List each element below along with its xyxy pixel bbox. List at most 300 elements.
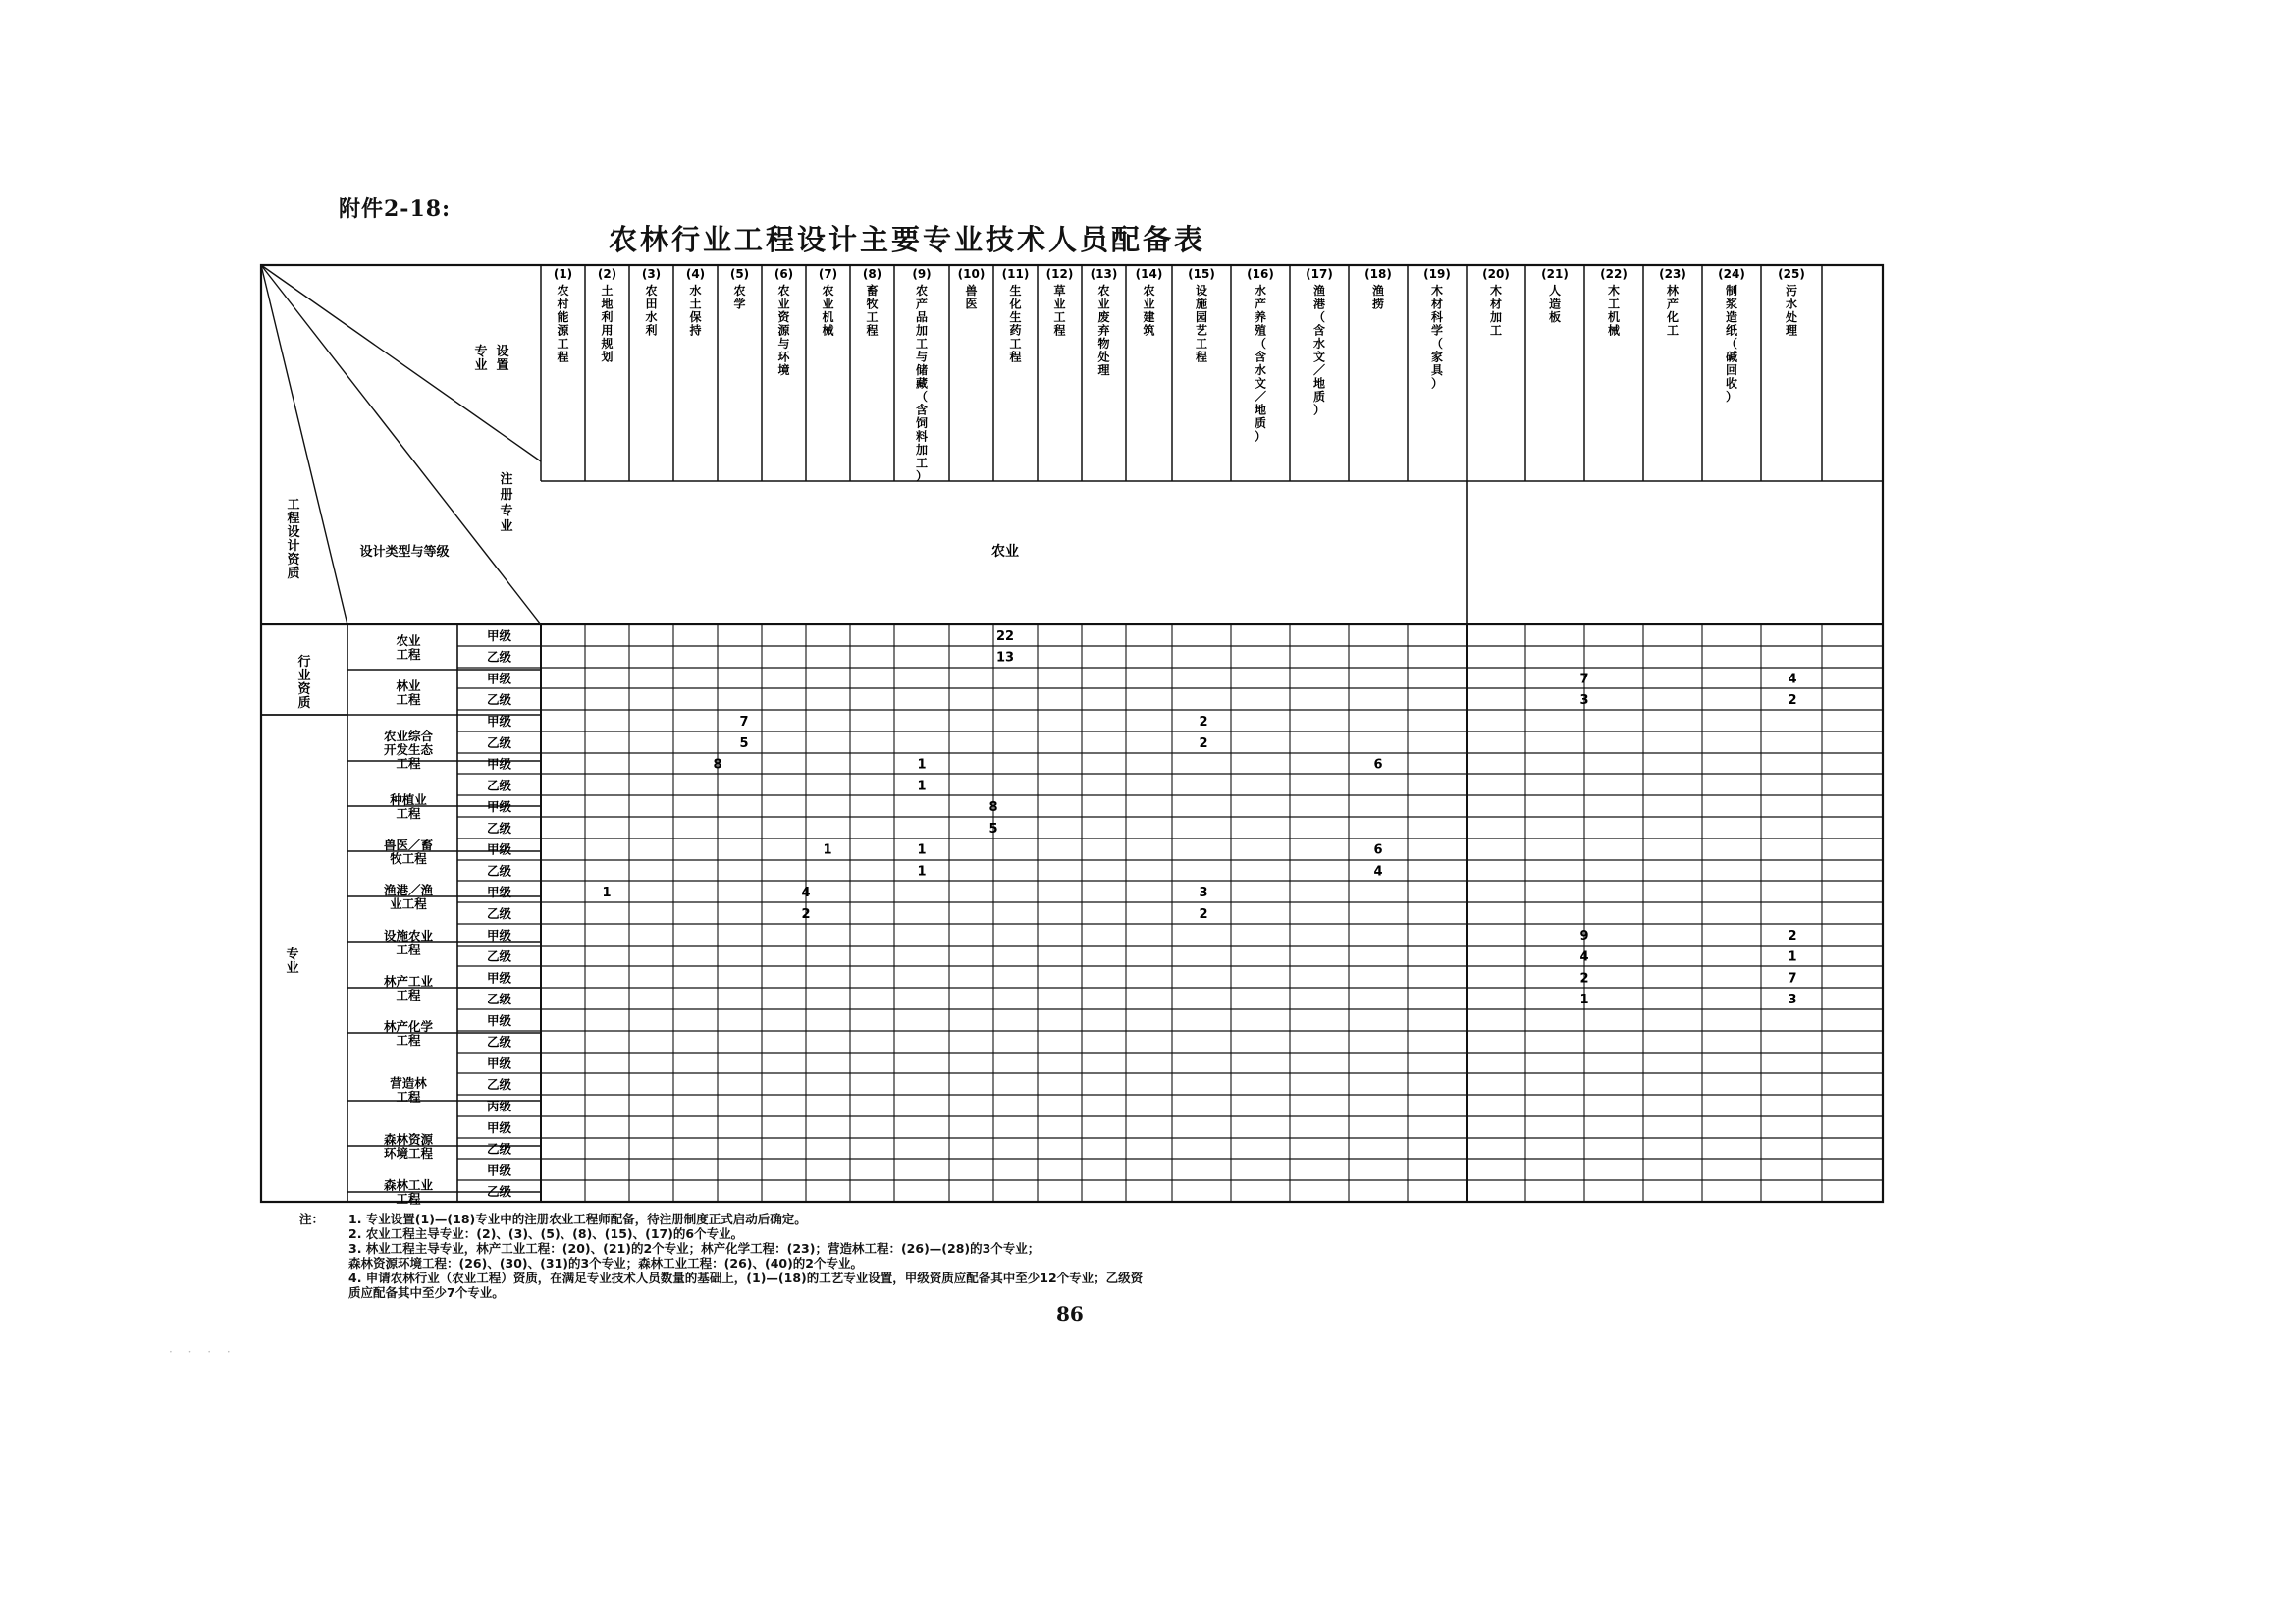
corner-registered-specialty-char: 注 [500,472,513,487]
column-name-char: 业 [1143,297,1155,311]
column-name-char: 田 [645,297,658,311]
column-name-char: 品 [915,310,929,324]
grade-label: 乙级 [486,692,512,708]
corner-registered-specialty [500,471,512,534]
column-name [1255,283,1266,444]
grade-label: 甲级 [486,627,512,643]
column-name [1430,283,1444,391]
engineering-type-line: 林业 [396,678,421,693]
column-name [1608,283,1621,338]
column-name-char: 畜 [866,284,879,298]
column-name [1549,284,1561,324]
engineering-type-line: 林产工业 [383,974,434,989]
column-name-char: 捞 [1371,297,1385,311]
engineering-type-label [384,729,434,771]
column-name-char: 业 [822,297,834,311]
column-number: (13) [1090,267,1118,281]
engineering-type-label [396,678,421,707]
note-line: 森林资源环境工程：(26)、(30)、(31)的3个专业；森林工业工程：(26)、(40)的2个专业。 [348,1256,864,1271]
column-number: (25) [1778,267,1805,281]
column-name [600,283,613,364]
cell-value: 4 [1373,864,1383,880]
corner-registered-specialty-char: 专 [500,504,513,518]
column-name-char: ） [915,469,929,483]
engineering-type-line: 牧工程 [390,851,427,866]
grade-label: 乙级 [486,734,512,750]
qualification-group-label [286,947,298,976]
cell-value: 2 [1579,971,1589,987]
grade-label: 乙级 [486,778,512,793]
column-name-char: 藏 [915,376,929,391]
column-name-char: （ [1312,310,1326,324]
column-name-char: 理 [1097,363,1110,377]
column-name-char: 能 [557,310,569,324]
column-name-char: （ [915,390,929,404]
engineering-type-line: 设施农业 [383,928,434,944]
column-name-char: 工 [1607,297,1621,311]
engineering-type-line: 营造林 [390,1075,427,1091]
column-name-char: 化 [1009,297,1022,311]
column-number: (17) [1306,267,1333,281]
engineering-type-label [390,1076,427,1105]
column-number: (8) [862,267,882,281]
notes-label: 注： [299,1212,325,1226]
qualification-group-label-char: 行 [297,655,311,670]
column-name-char: 建 [1143,310,1155,324]
column-name-char: ） [1254,429,1267,444]
engineering-type-line: 环境工程 [383,1146,434,1161]
cell-value: 3 [1199,886,1208,901]
column-name-char: 源 [777,323,790,338]
corner-qualification-char: 资 [287,553,300,568]
engineering-type-line: 工程 [396,806,421,821]
column-number: (5) [729,267,750,281]
cell-value: 9 [1579,928,1589,944]
note-line: 质应配备其中至少7个专业。 [348,1285,505,1300]
cell-value: 7 [1579,672,1589,687]
column-name-char: 生 [1009,310,1022,324]
column-name-char: 文 [1312,350,1326,364]
cell-value: 2 [1199,735,1208,751]
engineering-type-line: 森林工业 [383,1177,434,1193]
column-number: (9) [912,267,932,281]
column-name-char: 地 [1254,403,1267,417]
cell-value: 1 [917,842,927,858]
column-name-char: 加 [1489,310,1503,324]
column-name-char: 农 [1097,284,1110,298]
scan-specks: · · · · [169,1345,237,1359]
column-name [1785,283,1798,338]
engineering-type-line: 开发生态 [383,742,434,757]
column-name-char: 处 [1785,310,1798,324]
column-name-char: 工 [1666,323,1680,338]
grade-label: 丙级 [486,1099,512,1113]
grade-label: 乙级 [486,1184,512,1200]
page-number: 86 [1056,1302,1084,1326]
column-number: (16) [1247,267,1274,281]
column-name-char: ／ [1254,390,1267,404]
column-number: (4) [685,267,706,281]
corner-qualification-char: 工 [287,498,300,513]
column-name-char: 地 [1312,376,1326,391]
column-name-char: （ [1725,337,1738,351]
column-name-char: 港 [1312,297,1326,311]
column-name-char: 工 [1053,310,1066,324]
cell-value: 22 [995,628,1015,644]
column-name-char: 程 [1195,350,1208,364]
corner-qualification-char: 设 [287,525,300,540]
column-name-char: 村 [557,297,569,311]
column-name-char: 筑 [1143,323,1155,338]
grade-label: 甲级 [486,1056,512,1071]
column-name-char: 处 [1097,350,1110,364]
note-line: 1. 专业设置(1)—(18)专业中的注册农业工程师配备，待注册制度正式启动后确定。 [348,1212,807,1226]
column-name-char: 工 [915,337,929,351]
cell-value: 6 [1373,842,1383,858]
column-name-char: 用 [601,323,614,338]
cell-value: 7 [1788,971,1797,987]
qualification-group-label-char: 资 [297,682,311,697]
column-name-char: 学 [733,297,746,311]
column-name-char: 纸 [1725,323,1738,338]
engineering-type-label [384,838,434,866]
column-name-char: 水 [1254,284,1267,298]
column-name-char: 土 [601,284,614,298]
cell-value: 2 [1199,715,1208,730]
engineering-type-label [384,1019,434,1048]
column-number: (18) [1364,267,1392,281]
column-name-char: 质 [1312,390,1326,404]
column-name [1489,283,1502,338]
qualification-group-label-char: 质 [297,696,311,711]
engineering-type-label [383,883,434,911]
column-name [965,283,977,311]
corner-qualification-char: 计 [287,539,300,554]
column-name-char: 化 [1666,310,1680,324]
column-name-char: 业 [777,297,790,311]
engineering-type-line: 工程 [396,1191,421,1207]
column-number: (12) [1045,267,1074,281]
cell-value: 2 [1199,907,1208,922]
corner-specialty-setting-char: 设 [496,345,509,359]
engineering-type-label [384,1132,434,1161]
grade-label: 甲级 [486,970,512,986]
column-name-char: ） [1312,403,1326,417]
column-name-char: 药 [1009,323,1022,338]
column-number: (14) [1135,267,1163,281]
column-name-char: 程 [1053,323,1066,338]
column-name-char: 工 [1489,323,1503,338]
engineering-type-line: 工程 [396,942,421,957]
column-name-char: 土 [689,297,702,311]
column-name-char: 工 [1195,337,1208,351]
column-number: (3) [641,267,662,281]
engineering-type-line: 渔港／渔 [383,883,434,897]
grade-label: 乙级 [486,820,512,836]
column-name-char: 医 [965,297,978,311]
column-name-char: 农 [777,284,790,298]
column-number: (10) [957,267,986,281]
column-name-char: 回 [1725,363,1738,377]
column-number: (19) [1423,267,1451,281]
column-name-char: 碱 [1725,350,1738,364]
cell-value: 1 [1788,949,1797,965]
column-name-char: 境 [777,363,790,377]
cell-value: 5 [988,821,998,837]
grade-label: 甲级 [486,885,512,900]
grade-label: 乙级 [486,992,512,1007]
column-name [866,283,878,338]
column-name-char: 利 [601,310,614,324]
column-name-char: 具 [1430,363,1444,377]
column-name-char: 理 [1785,323,1798,338]
engineering-type-line: 工程 [396,1033,421,1048]
cell-value: 8 [713,757,722,773]
column-name [1196,283,1207,364]
engineering-type-line: 工程 [396,647,421,662]
column-name-char: 程 [866,323,879,338]
column-name-char: 含 [1312,323,1326,338]
column-name-char: 水 [1785,297,1798,311]
grade-label: 乙级 [486,948,512,964]
corner-diagonal [261,265,347,624]
column-name-char: 料 [915,429,929,444]
column-number: (6) [774,267,794,281]
cell-value: 13 [995,650,1015,666]
column-name-char: 生 [1009,284,1022,298]
grade-label: 甲级 [486,927,512,943]
grade-label: 甲级 [486,799,512,815]
grade-label: 乙级 [486,1077,512,1093]
grade-label: 乙级 [486,649,512,665]
cell-value: 5 [739,735,749,751]
column-name-char: 储 [915,363,929,377]
column-name-char: 产 [915,297,929,311]
column-name-char: 利 [645,323,658,338]
column-name-char: 含 [915,403,929,417]
corner-registered-specialty-char: 册 [500,488,513,503]
column-name-char: 殖 [1254,323,1267,338]
column-name-char: 械 [1607,323,1621,338]
corner-qualification [287,498,300,581]
column-name-char: 源 [557,323,569,338]
cell-value: 7 [739,715,749,730]
column-name-char: 农 [915,284,929,298]
column-name-char: 浆 [1725,297,1738,311]
note-line: 2. 农业工程主导专业：(2)、(3)、(5)、(8)、(15)、(17)的6个专业。 [348,1226,744,1241]
column-name-char: 艺 [1195,323,1208,338]
column-name-char: 工 [866,310,879,324]
grade-label: 甲级 [486,671,512,686]
column-name-char: 加 [915,323,929,338]
column-name-char: 设 [1195,284,1208,298]
column-number: (7) [818,267,838,281]
column-name-char: 施 [1195,297,1208,311]
engineering-type-line: 兽医／畜 [383,838,434,852]
corner-qualification-char: 程 [287,512,300,526]
grade-label: 乙级 [486,1034,512,1050]
note-line: 3. 林业工程主导专业，林产工业工程：(20)、(21)的2个专业；林产化学工程：(23)；营造林工程：(26)—(28)的3个专业； [348,1241,1041,1256]
cell-value: 4 [801,886,811,901]
column-name [915,283,929,483]
column-name-char: 工 [915,456,929,470]
column-name-char: 地 [601,297,614,311]
column-name-char: 农 [1143,284,1155,298]
column-name [777,283,790,377]
column-number: (2) [597,267,617,281]
column-name-char: 文 [1254,376,1267,391]
grade-label: 乙级 [486,906,512,921]
note-line: 4. 申请农林行业（农业工程）资质，在满足专业技术人员数量的基础上，(1)—(18)的工艺专业设置，甲级资质应配备其中至少12个专业；乙级资 [348,1271,1144,1285]
grade-label: 甲级 [486,1163,512,1178]
registered-group-label: 农业 [991,544,1019,560]
cell-value: 1 [602,886,612,901]
column-name [688,283,701,338]
column-name-char: 与 [915,350,929,364]
engineering-type-line: 农业 [396,633,421,648]
column-name-char: 机 [1607,310,1621,324]
engineering-type-label [384,974,434,1002]
qualification-group-label-char: 业 [297,669,311,683]
column-name-char: 工 [1009,337,1022,351]
cell-value: 2 [1788,693,1797,709]
qualification-group-label-char: 业 [286,961,299,976]
engineering-type-line: 林产化学 [383,1019,434,1034]
column-number: (20) [1482,267,1510,281]
column-name-char: 保 [689,310,702,324]
column-name-char: 家 [1430,350,1444,364]
column-name-char: 弃 [1097,323,1110,338]
column-name-char: 械 [822,323,834,338]
corner-registered-specialty-char: 业 [500,519,513,534]
cell-value: 1 [917,757,927,773]
grade-label: 甲级 [486,714,512,729]
column-name [1312,283,1325,417]
column-name-char: （ [1254,337,1267,351]
column-name-char: 收 [1725,376,1738,391]
column-name-char: 划 [601,350,614,364]
column-name-char: 农 [557,284,569,298]
column-number: (21) [1541,267,1569,281]
column-number: (24) [1718,267,1745,281]
engineering-type-line: 业工程 [390,896,427,911]
column-number: (11) [1001,267,1030,281]
engineering-type-line: 工程 [396,692,421,707]
cell-value: 2 [1788,928,1797,944]
column-name-char: 材 [1489,297,1503,311]
cell-value: 3 [1579,693,1589,709]
column-number: (22) [1600,267,1628,281]
cell-value: 1 [1579,993,1589,1008]
corner-specialty-setting [474,344,487,373]
engineering-type-line: 农业综合 [383,729,434,743]
column-name [1096,283,1110,377]
column-name-char: 饲 [915,416,929,430]
attachment-label: 附件2-18: [339,196,452,222]
column-name-char: 机 [822,310,834,324]
column-name-char: 水 [645,310,658,324]
column-name [1371,283,1384,311]
column-name-char: 园 [1195,310,1208,324]
grade-label: 甲级 [486,1012,512,1028]
grade-label: 乙级 [486,1141,512,1157]
cell-value: 1 [917,864,927,880]
cell-value: 8 [988,800,998,816]
column-name-char: 草 [1053,284,1066,298]
column-name [557,283,569,364]
column-name [733,283,745,311]
qualification-group-label [297,654,311,711]
column-name-char: 含 [1254,350,1267,364]
corner-qualification-char: 质 [287,567,300,581]
grade-label: 甲级 [486,1119,512,1135]
column-name-char: 物 [1097,337,1110,351]
column-name-char: 农 [822,284,834,298]
engineering-type-line: 工程 [396,1089,421,1105]
engineering-type-line: 森林资源 [383,1132,434,1147]
column-number: (15) [1188,267,1215,281]
engineering-type-line: 工程 [396,988,421,1002]
column-name-char: 产 [1254,297,1267,311]
column-name-char: 材 [1430,297,1444,311]
column-name-char: ） [1725,390,1738,404]
cell-value: 4 [1579,949,1589,965]
column-name-char: 制 [1725,284,1738,298]
cell-value: 4 [1788,672,1797,687]
corner-specialty-setting [496,344,508,373]
column-name [644,283,657,338]
column-name-char: 工 [557,337,569,351]
grade-label: 甲级 [486,841,512,857]
column-number: (1) [553,267,573,281]
corner-design-type: 设计类型与等级 [359,545,450,560]
cell-value: 6 [1373,757,1383,773]
column-name [1143,283,1154,338]
column-name-char: 持 [689,323,702,338]
column-name-char: 水 [689,284,702,298]
column-name-char: 农 [733,284,746,298]
column-name-char: 水 [1254,363,1267,377]
column-name-char: 质 [1254,416,1267,430]
column-name [1726,283,1738,404]
column-name-char: 人 [1548,284,1562,298]
column-name-char: 学 [1430,323,1444,338]
column-name [1053,283,1065,338]
column-name-char: 科 [1430,310,1444,324]
column-name-char: 渔 [1371,284,1385,298]
engineering-type-line: 种植业 [390,792,427,807]
column-name-char: 产 [1666,297,1680,311]
engineering-type-label [384,929,434,957]
column-name-char: 木 [1489,284,1503,298]
column-name-char: ） [1430,376,1444,391]
cell-value: 3 [1788,993,1797,1008]
column-name-char: 牧 [866,297,879,311]
engineering-type-line: 工程 [396,756,421,771]
column-name-char: 程 [1009,350,1022,364]
engineering-type-label [396,633,421,662]
column-name-char: 规 [601,337,614,351]
column-name-char: 业 [1097,297,1110,311]
grade-label: 甲级 [486,756,512,772]
column-name-char: 加 [915,443,929,457]
grade-label: 乙级 [486,863,512,879]
cell-value: 2 [801,907,811,922]
column-name-char: 污 [1785,284,1798,298]
column-name-char: 水 [1312,337,1326,351]
column-name-char: 板 [1548,310,1562,324]
engineering-type-label [389,792,427,821]
